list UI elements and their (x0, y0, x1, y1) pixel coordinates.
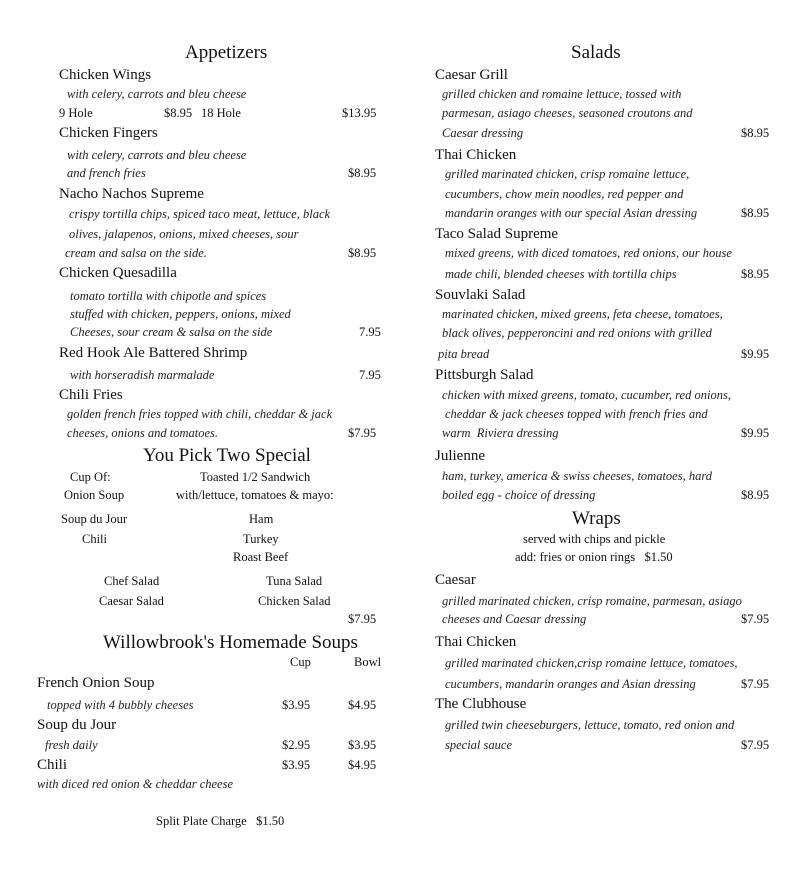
battered-shrimp-desc: with horseradish marmalade (70, 368, 215, 382)
taco-salad-name: Taco Salad Supreme (435, 226, 559, 242)
chicken-wings-price-1: $8.95 (164, 106, 193, 120)
chili-fries-desc-2: cheeses, onions and tomatoes. (67, 426, 219, 440)
souvlaki-salad-price: $9.95 (741, 347, 770, 361)
taco-salad-desc-1: mixed greens, with diced tomatoes, red onions, our house (445, 246, 732, 260)
salads-heading: Salads (571, 42, 621, 63)
pittsburgh-salad-price: $9.95 (741, 426, 770, 440)
chicken-fingers-desc-1: with celery, carrots and bleu cheese (67, 148, 247, 162)
thai-chicken-wrap-desc-1: grilled marinated chicken,crisp romaine lettuce, tomatoes, (445, 656, 738, 670)
soups-cup-label: Cup (290, 655, 311, 669)
caesar-grill-name: Caesar Grill (435, 67, 508, 83)
taco-salad-price: $8.95 (741, 267, 770, 281)
clubhouse-wrap-price: $7.95 (741, 738, 770, 752)
chili-fries-name: Chili Fries (59, 387, 123, 403)
nacho-nachos-name: Nacho Nachos Supreme (59, 186, 204, 202)
clubhouse-wrap-desc-1: grilled twin cheeseburgers, lettuce, tomato, red onion and (445, 718, 735, 732)
soup-du-jour-bowl: $3.95 (348, 738, 377, 752)
chicken-quesadilla-desc-1: tomato tortilla with chipotle and spices (70, 289, 267, 303)
caesar-wrap-price: $7.95 (741, 612, 770, 626)
nacho-nachos-desc-3: cream and salsa on the side. (65, 246, 207, 260)
souvlaki-salad-desc-1: marinated chicken, mixed greens, feta cheese, tomatoes, (442, 307, 723, 321)
thai-chicken-salad-desc-2: cucumbers, chow mein noodles, red pepper and (445, 187, 684, 201)
pick-two-soup-du-jour: Soup du Jour (61, 512, 127, 526)
split-plate-charge: Split Plate Charge $1.50 (156, 814, 285, 828)
thai-chicken-wrap-name: Thai Chicken (435, 634, 517, 650)
caesar-grill-desc-3: Caesar dressing (442, 126, 524, 140)
pick-two-cup-of: Cup Of: (70, 470, 111, 484)
julienne-salad-name: Julienne (435, 448, 485, 464)
pick-two-chili: Chili (82, 532, 108, 546)
thai-chicken-wrap-desc-2: cucumbers, mandarin oranges and Asian dressing (445, 677, 696, 691)
chili-soup-desc: with diced red onion & cheddar cheese (37, 777, 234, 791)
clubhouse-wrap-name: The Clubhouse (435, 696, 527, 712)
caesar-wrap-desc-2: cheeses and Caesar dressing (442, 612, 587, 626)
chili-soup-name: Chili (37, 757, 68, 773)
pick-two-chef-salad: Chef Salad (104, 574, 160, 588)
chicken-fingers-name: Chicken Fingers (59, 125, 158, 141)
thai-chicken-salad-price: $8.95 (741, 206, 770, 220)
soups-heading: Willowbrook's Homemade Soups (103, 632, 358, 653)
soup-du-jour-desc: fresh daily (45, 738, 98, 752)
pittsburgh-salad-desc-3: warm Riviera dressing (442, 426, 559, 440)
chicken-wings-name: Chicken Wings (59, 67, 152, 83)
pick-two-ham: Ham (249, 512, 274, 526)
pick-two-turkey: Turkey (243, 532, 279, 546)
nacho-nachos-desc-2: olives, jalapenos, onions, mixed cheeses, sour (69, 227, 299, 241)
julienne-salad-desc-1: ham, turkey, america & swiss cheeses, tomatoes, hard (442, 469, 712, 483)
wraps-heading: Wraps (572, 508, 621, 529)
pittsburgh-salad-desc-2: cheddar & jack cheeses topped with french fries and (445, 407, 708, 421)
caesar-grill-desc-2: parmesan, asiago cheeses, seasoned croutons and (442, 106, 693, 120)
battered-shrimp-name: Red Hook Ale Battered Shrimp (59, 345, 248, 361)
chili-fries-price: $7.95 (348, 426, 377, 440)
soup-du-jour-cup: $2.95 (282, 738, 311, 752)
appetizers-heading: Appetizers (185, 42, 268, 63)
chicken-fingers-price: $8.95 (348, 166, 377, 180)
chicken-quesadilla-desc-3: Cheeses, sour cream & salsa on the side (70, 325, 273, 339)
caesar-grill-price: $8.95 (741, 126, 770, 140)
thai-chicken-salad-desc-3: mandarin oranges with our special Asian dressing (445, 206, 698, 220)
pick-two-roast-beef: Roast Beef (233, 550, 289, 564)
chicken-quesadilla-desc-2: stuffed with chicken, peppers, onions, mixed (70, 307, 291, 321)
wraps-note-served: served with chips and pickle (523, 532, 666, 546)
chili-soup-cup: $3.95 (282, 758, 311, 772)
caesar-wrap-name: Caesar (435, 572, 476, 588)
souvlaki-salad-desc-3: pita bread (438, 347, 490, 361)
nacho-nachos-price: $8.95 (348, 246, 377, 260)
battered-shrimp-price: 7.95 (359, 368, 381, 382)
souvlaki-salad-desc-2: black olives, pepperoncini and red onions with grilled (442, 326, 712, 340)
pick-two-sandwich-with: with/lettuce, tomatoes & mayo: (176, 488, 334, 502)
julienne-salad-desc-2: boiled egg - choice of dressing (442, 488, 596, 502)
chicken-wings-price-2: $13.95 (342, 106, 377, 120)
clubhouse-wrap-desc-2: special sauce (445, 738, 512, 752)
chili-soup-bowl: $4.95 (348, 758, 377, 772)
pittsburgh-salad-desc-1: chicken with mixed greens, tomato, cucumber, red onions, (442, 388, 731, 402)
chili-fries-desc-1: golden french fries topped with chili, cheddar & jack (67, 407, 333, 421)
chicken-wings-desc: with celery, carrots and bleu cheese (67, 87, 247, 101)
pick-two-price: $7.95 (348, 612, 377, 626)
julienne-salad-price: $8.95 (741, 488, 770, 502)
soups-bowl-label: Bowl (354, 655, 382, 669)
chicken-quesadilla-name: Chicken Quesadilla (59, 265, 177, 281)
pick-two-caesar-salad: Caesar Salad (99, 594, 164, 608)
thai-chicken-wrap-price: $7.95 (741, 677, 770, 691)
souvlaki-salad-name: Souvlaki Salad (435, 287, 526, 303)
pick-two-tuna-salad: Tuna Salad (266, 574, 323, 588)
pick-two-chicken-salad: Chicken Salad (258, 594, 331, 608)
caesar-wrap-desc-1: grilled marinated chicken, crisp romaine, parmesan, asiago (442, 594, 742, 608)
chicken-wings-size-1: 9 Hole (59, 106, 93, 120)
thai-chicken-salad-desc-1: grilled marinated chicken, crisp romaine lettuce, (445, 167, 690, 181)
chicken-wings-size-2: 18 Hole (201, 106, 241, 120)
taco-salad-desc-2: made chili, blended cheeses with tortilla chips (445, 267, 677, 281)
french-onion-bowl: $4.95 (348, 698, 377, 712)
wraps-note-add-ons: add: fries or onion rings $1.50 (515, 550, 673, 564)
chicken-quesadilla-price: 7.95 (359, 325, 381, 339)
chicken-fingers-desc-2: and french fries (67, 166, 146, 180)
soup-du-jour-name: Soup du Jour (37, 717, 117, 733)
french-onion-cup: $3.95 (282, 698, 311, 712)
pick-two-sandwich-heading: Toasted 1/2 Sandwich (200, 470, 311, 484)
pittsburgh-salad-name: Pittsburgh Salad (435, 367, 534, 383)
french-onion-name: French Onion Soup (37, 675, 155, 691)
thai-chicken-salad-name: Thai Chicken (435, 147, 517, 163)
pick-two-heading: You Pick Two Special (143, 445, 311, 466)
pick-two-onion-soup: Onion Soup (64, 488, 125, 502)
nacho-nachos-desc-1: crispy tortilla chips, spiced taco meat, lettuce, black (69, 207, 331, 221)
caesar-grill-desc-1: grilled chicken and romaine lettuce, tossed with (442, 87, 682, 101)
french-onion-desc: topped with 4 bubbly cheeses (47, 698, 194, 712)
